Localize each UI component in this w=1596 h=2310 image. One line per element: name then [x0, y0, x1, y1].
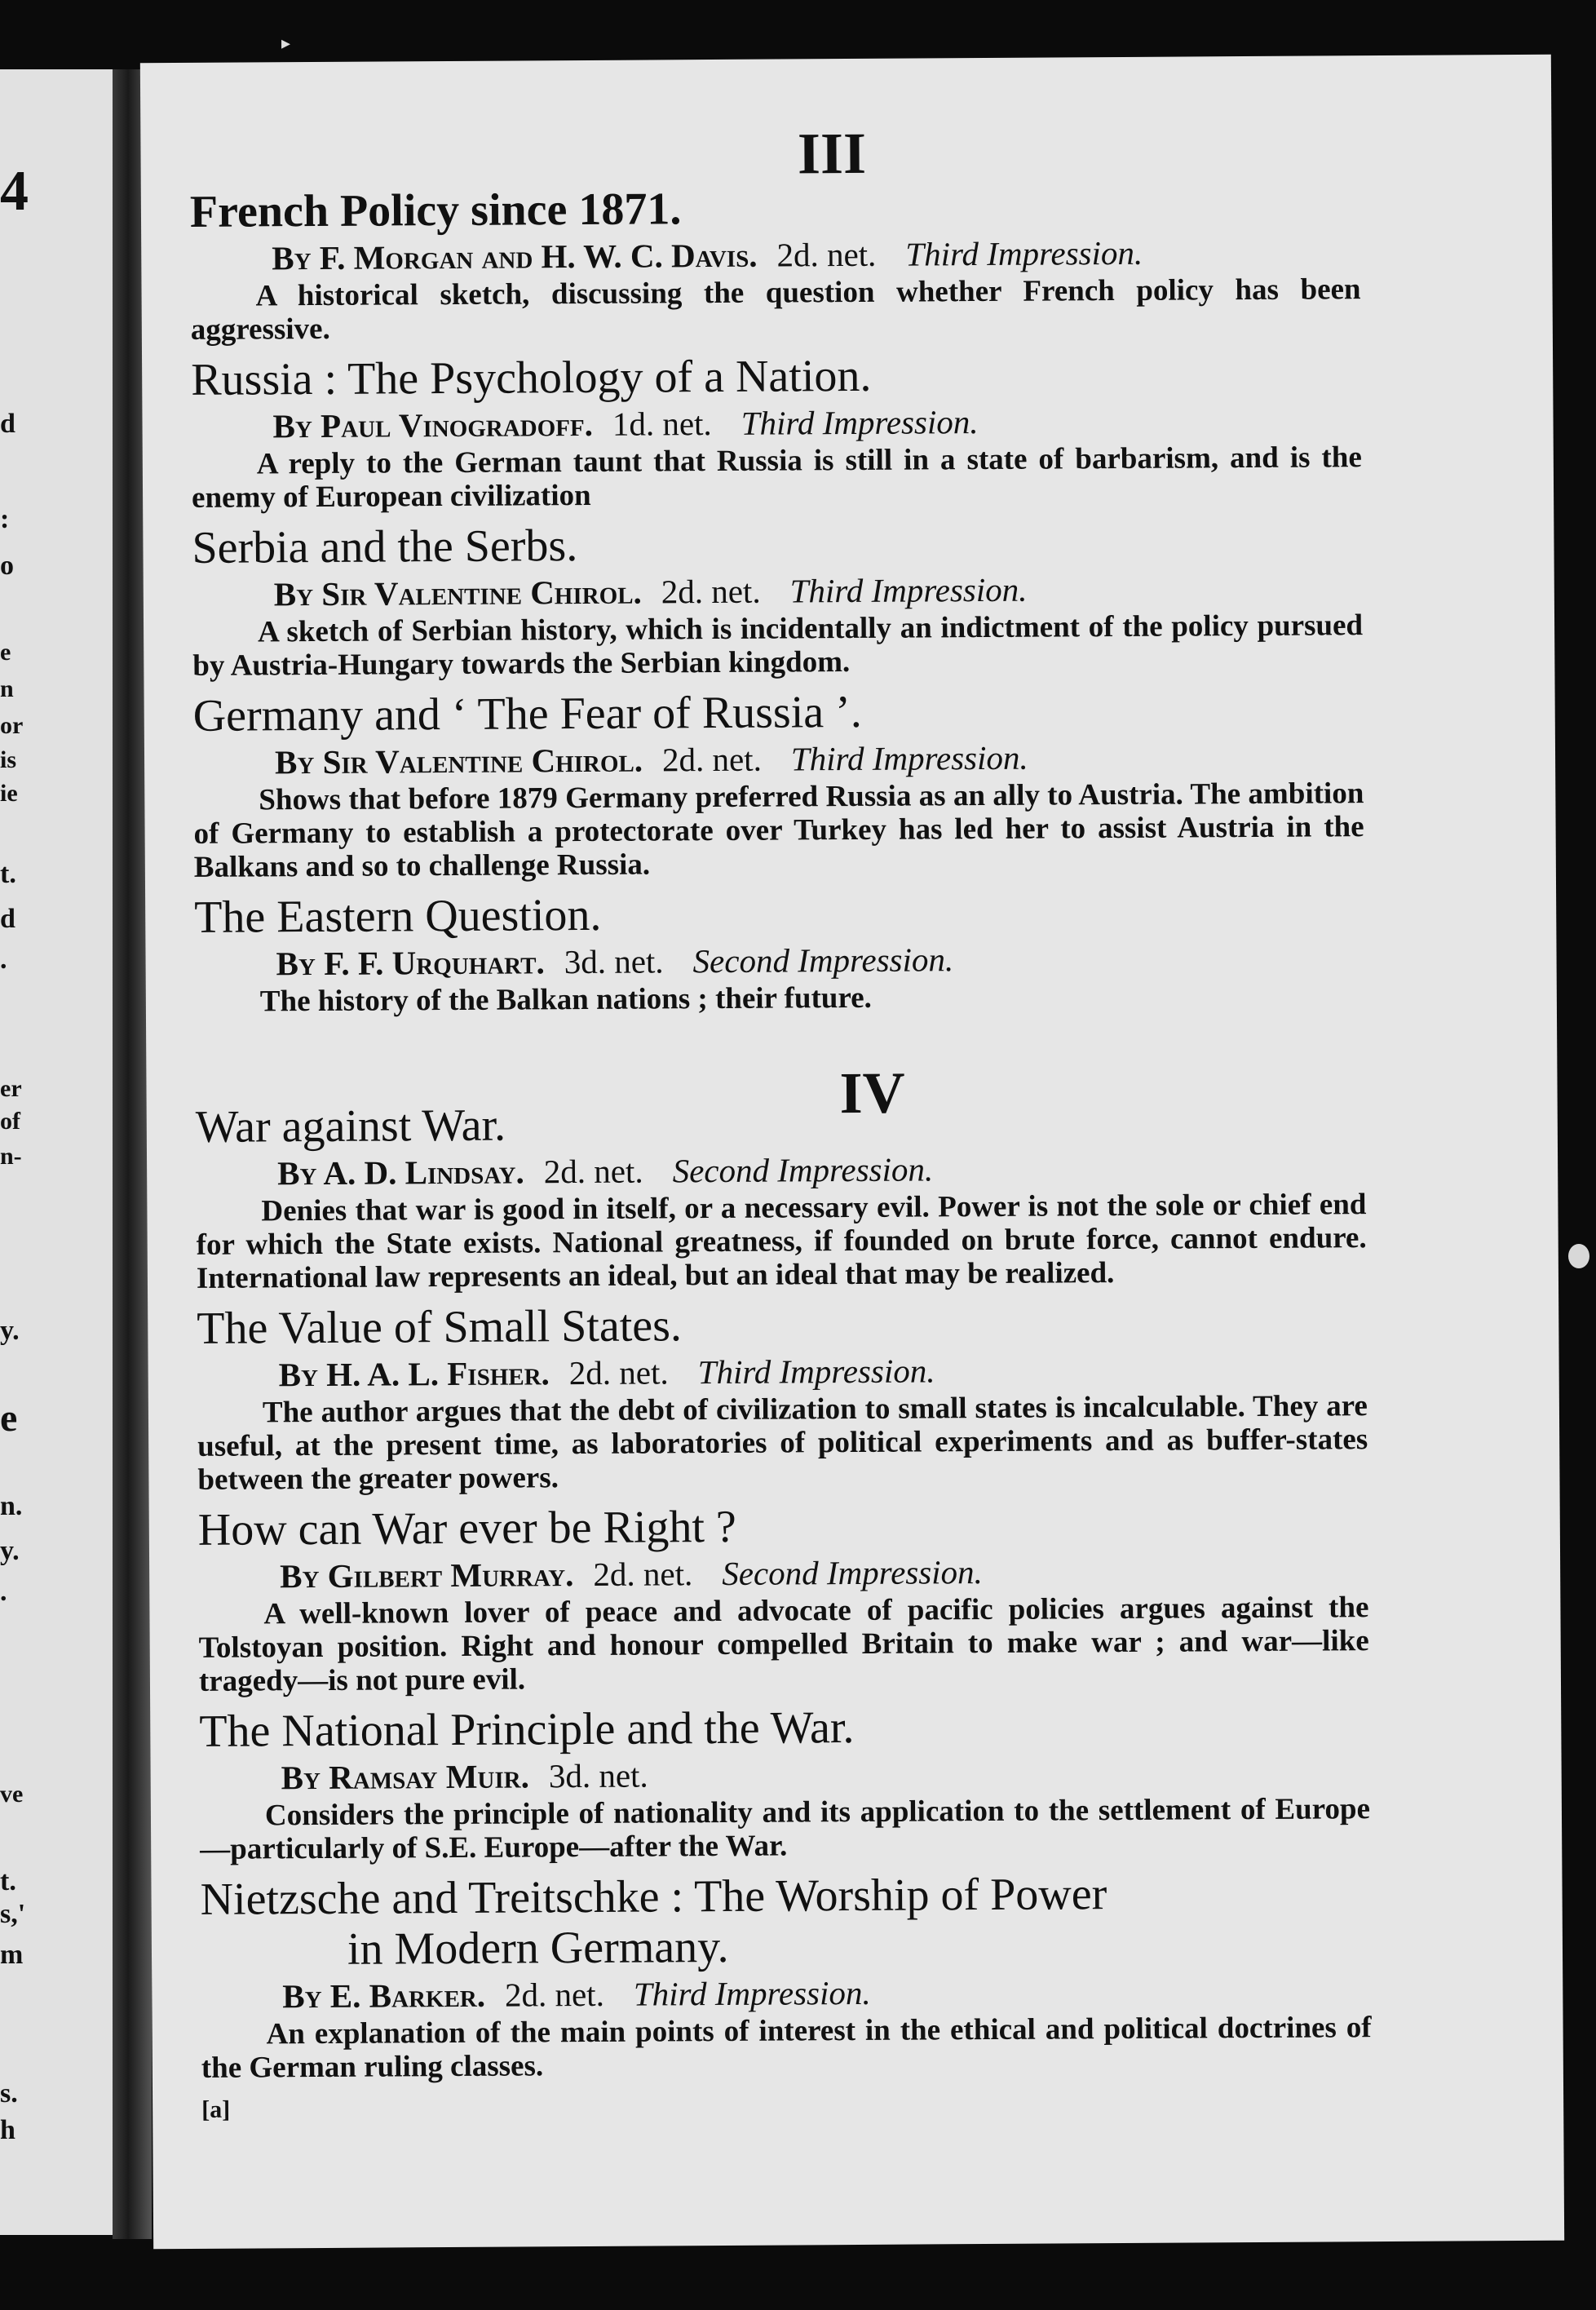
entry-price: 2d. net.: [593, 1555, 693, 1593]
entry-title: Nietzsche and Treitschke : The Worship of Power: [200, 1869, 1107, 1925]
entry-byline: [192, 566, 1363, 616]
catalogue-entry: [197, 1296, 1368, 1497]
section-numeral: IV: [839, 1060, 905, 1126]
entry-byline: [190, 230, 1360, 280]
margin-fragment: .: [0, 1577, 7, 1607]
entry-author: By Paul Vinogradoff.: [272, 405, 594, 445]
margin-fragment: :: [0, 504, 10, 534]
page-content: [189, 121, 1372, 2124]
catalogue-entry: [199, 1699, 1370, 1866]
entry-price: 3d. net.: [564, 942, 664, 981]
entry-author: By H. A. L. Fisher.: [278, 1354, 550, 1394]
margin-fragment: n-: [0, 1143, 22, 1170]
entry-byline: [200, 1750, 1370, 1799]
catalogue-entry: [198, 1498, 1369, 1698]
page-corner-blot: [1568, 1244, 1589, 1268]
catalogue-entry: [192, 516, 1363, 683]
entry-price: 3d. net.: [548, 1756, 648, 1795]
entry-author: By Sir Valentine Chirol.: [274, 741, 643, 781]
entry-price: 2d. net.: [661, 740, 763, 779]
margin-fragment: .: [0, 945, 7, 975]
entry-description: The history of the Balkan nations ; their future.: [259, 980, 872, 1019]
entry-author: By E. Barker.: [282, 1976, 486, 2016]
catalogue-entry: [194, 885, 1365, 1019]
entry-description: A well-known lover of peace and advocate of pacific policies argues against the Tolstoyan position. Right and honour compelled Britain to make war ; and war—like tragedy—is not pure evil.: [198, 1591, 1369, 1698]
margin-fragment: d: [0, 904, 15, 934]
catalogue-entry: [190, 179, 1361, 347]
entry-byline: [197, 1347, 1367, 1396]
left-page-edge: [0, 69, 114, 2235]
entry-byline: [191, 398, 1361, 448]
entry-price: 1d. net.: [612, 405, 712, 443]
margin-fragment: n: [0, 675, 14, 702]
margin-fragment: h: [0, 2115, 15, 2145]
entry-byline: [196, 1145, 1366, 1195]
signature-mark: [a]: [201, 2095, 231, 2123]
entry-title: Serbia and the Serbs.: [192, 520, 578, 573]
entry-author: By Sir Valentine Chirol.: [273, 573, 642, 613]
margin-fragment: y.: [0, 1536, 20, 1566]
margin-fragment: s,': [0, 1899, 26, 1929]
margin-fragment: s.: [0, 2078, 18, 2109]
entry-description: A sketch of Serbian history, which is incidentally an indictment of the policy pursued by Austria-Hungary towards the Serbian kingdom.: [192, 608, 1364, 683]
entry-impression: Second Impression.: [722, 1553, 983, 1592]
entry-title: French Policy since 1871.: [189, 184, 682, 237]
entry-price: 2d. net.: [543, 1152, 643, 1191]
margin-fragment: o: [0, 551, 14, 581]
entry-author: By Ramsay Muir.: [281, 1757, 529, 1797]
margin-fragment: y.: [0, 1316, 20, 1346]
entry-description: A reply to the German taunt that Russia is still in a state of barbarism, and is the enemy of European civilization: [191, 440, 1362, 515]
entry-title: The Value of Small States.: [197, 1300, 683, 1354]
entry-description: Considers the principle of nationality and its application to the settlement of Europe—particularly of S.E. Europe—after the War.: [200, 1792, 1371, 1866]
entry-impression: Third Impression.: [633, 1973, 871, 2013]
margin-fragment: is: [0, 746, 17, 773]
catalogue-entry: [193, 684, 1364, 884]
margin-fragment: ie: [0, 780, 18, 807]
entry-title: Germany and ‘ The Fear of Russia ’.: [192, 686, 862, 741]
entry-title-continuation: in Modern Germany.: [347, 1921, 729, 1975]
catalogue-entry: [191, 347, 1362, 515]
margin-fragment: e: [0, 1396, 18, 1440]
entry-byline: [194, 936, 1364, 985]
margin-fragment: d: [0, 409, 15, 439]
entry-description: An explanation of the main points of interest in the ethical and political doctrines of the German ruling classes.: [201, 2011, 1372, 2085]
entry-title: The National Principle and the War.: [199, 1702, 855, 1757]
entry-impression: Second Impression.: [672, 1150, 934, 1190]
margin-fragment: n.: [0, 1491, 23, 1521]
entry-author: By A. D. Lindsay.: [277, 1153, 524, 1193]
margin-fragment: er: [0, 1075, 22, 1102]
margin-fragment: t.: [0, 859, 16, 889]
catalogue-entry: [196, 1095, 1367, 1295]
entry-description: Shows that before 1879 Germany preferred Russia as an ally to Austria. The ambition of Germany to establish a protectorate over Turkey has led her to assist Austria in the Balkans and so to challenge Russia.: [193, 777, 1364, 884]
margin-fragment: m: [0, 1940, 24, 1970]
entry-description: A historical sketch, discussing the question whether French policy has been aggressive.: [190, 272, 1361, 347]
section-numeral: III: [797, 120, 867, 187]
entry-description: The author argues that the debt of civilization to small states is incalculable. They are useful, at the present time, as laboratories of political experiments and as buffer-states between the greater powers.: [197, 1389, 1368, 1497]
entry-title: The Eastern Question.: [194, 889, 602, 943]
entry-impression: Second Impression.: [692, 940, 954, 980]
entry-author: By F. Morgan and H. W. C. Davis.: [272, 236, 758, 277]
entry-byline: [198, 1548, 1368, 1598]
entry-impression: Third Impression.: [905, 233, 1143, 273]
catalogue-entry: [200, 1867, 1372, 2085]
entry-byline: [201, 1968, 1371, 2018]
entry-impression: Third Impression.: [697, 1352, 935, 1392]
entry-title: War against War.: [195, 1100, 506, 1153]
arrow-mark-icon: ▸: [281, 33, 291, 53]
book-page: [140, 55, 1564, 2250]
margin-fragment: of: [0, 1108, 20, 1135]
margin-fragment: 4: [0, 160, 29, 223]
entry-byline: [193, 734, 1364, 784]
margin-fragment: ve: [0, 1781, 24, 1808]
entry-impression: Third Impression.: [790, 738, 1028, 778]
entry-title: How can War ever be Right ?: [197, 1501, 736, 1555]
entry-price: 2d. net.: [568, 1353, 669, 1392]
entry-price: 2d. net.: [504, 1975, 605, 2014]
margin-fragment: t.: [0, 1866, 16, 1896]
entry-price: 2d. net.: [776, 235, 877, 274]
margin-fragment: or: [0, 712, 24, 739]
entry-impression: Third Impression.: [789, 570, 1028, 610]
entry-author: By F. F. Urquhart.: [276, 943, 545, 983]
entry-description: Denies that war is good in itself, or a necessary evil. Power is not the sole or chief end for which the State exists. National greatness, if founded on brute force, cannot endure. International law represents an ideal, but an ideal that may be realized.: [196, 1188, 1367, 1295]
entry-title: Russia : The Psychology of a Nation.: [191, 350, 872, 405]
margin-fragment: e: [0, 639, 11, 666]
entry-price: 2d. net.: [661, 572, 761, 611]
entry-impression: Third Impression.: [741, 403, 979, 442]
entry-author: By Gilbert Murray.: [280, 1555, 574, 1595]
